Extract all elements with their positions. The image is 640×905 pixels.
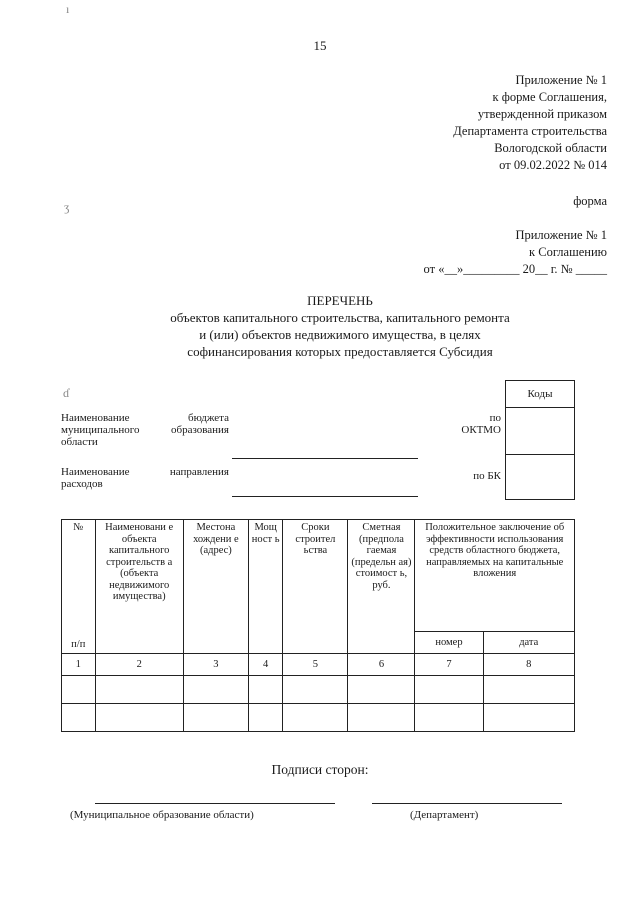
- municipality-signature-line[interactable]: [95, 803, 335, 804]
- budget-name-field[interactable]: [232, 458, 418, 459]
- header-construction-terms: Сроки строител ьства: [283, 520, 348, 654]
- direction-label-line: расходов: [61, 478, 103, 490]
- column-number: 8: [483, 654, 575, 676]
- column-number: 4: [248, 654, 283, 676]
- title-line: и (или) объектов недвижимого имущества, в целях: [199, 327, 481, 342]
- table-cell[interactable]: [248, 676, 283, 704]
- department-signature-line[interactable]: [372, 803, 562, 804]
- agreement-appendix: [424, 227, 607, 278]
- header-number-bottom: п/п: [71, 638, 86, 650]
- title-line: софинансирования которых предоставляется Субсидия: [187, 344, 493, 359]
- scan-artifact: ʒ: [64, 200, 70, 214]
- header-estimated-cost: Сметная (предпола гаемая (предельн ая) стоимост ь, руб.: [348, 520, 415, 654]
- oktmo-label: [440, 412, 501, 436]
- header-conclusion: Положительное заключение об эффективности использования средств областного бюджета, направляемых на капитальные вложения: [415, 520, 575, 632]
- column-number: 1: [62, 654, 96, 676]
- agreement-date-line: от «__»_________ 20__ г. № _____: [423, 262, 607, 276]
- title-line: объектов капитального строительства, капитального ремонта: [170, 310, 510, 325]
- header-object-name: Наименовани е объекта капитального строительств а (объекта недвижимого имущества): [95, 520, 183, 654]
- table-cell[interactable]: [183, 676, 248, 704]
- bk-label: по БК: [473, 470, 501, 482]
- budget-name-label: [61, 412, 229, 448]
- budget-label-line: области: [61, 436, 98, 448]
- header-number: [62, 520, 96, 654]
- table-cell[interactable]: [483, 676, 575, 704]
- column-number: 3: [183, 654, 248, 676]
- budget-label-line: Наименование бюджета: [61, 412, 229, 424]
- bk-code-cell: [506, 455, 574, 501]
- header-appendix-line: утвержденной приказом: [477, 107, 607, 121]
- table-cell[interactable]: [62, 704, 96, 732]
- column-number: 5: [283, 654, 348, 676]
- title-heading: ПЕРЕЧЕНЬ: [307, 293, 373, 308]
- signatures-title: Подписи сторон:: [271, 762, 369, 777]
- table-cell[interactable]: [483, 704, 575, 732]
- table-cell[interactable]: [415, 676, 483, 704]
- objects-table: [61, 519, 575, 732]
- table-cell[interactable]: [415, 704, 483, 732]
- header-conclusion-number: номер: [415, 632, 483, 654]
- scan-artifact: ı: [66, 2, 70, 16]
- department-signature-caption: (Департамент): [410, 809, 479, 821]
- header-number-top: №: [73, 522, 84, 533]
- header-appendix-line: к форме Соглашения,: [492, 90, 607, 104]
- header-capacity: Мощ ност ь: [248, 520, 283, 654]
- table-cell[interactable]: [348, 676, 415, 704]
- table-cell[interactable]: [348, 704, 415, 732]
- codes-box: [505, 380, 575, 500]
- column-number: 2: [95, 654, 183, 676]
- scan-artifact: ɗ: [63, 386, 69, 400]
- header-appendix-line: Департамента строительства: [453, 124, 607, 138]
- direction-field[interactable]: [232, 496, 418, 497]
- form-label: форма: [573, 194, 607, 208]
- table-cell[interactable]: [95, 704, 183, 732]
- column-number: 7: [415, 654, 483, 676]
- oktmo-label-line: ОКТМО: [461, 424, 501, 436]
- table-row: [62, 704, 575, 732]
- direction-label: [61, 466, 229, 490]
- codes-header: Коды: [506, 381, 574, 408]
- header-appendix: [453, 72, 607, 174]
- table-cell[interactable]: [283, 704, 348, 732]
- table-cell[interactable]: [62, 676, 96, 704]
- table-row: [62, 676, 575, 704]
- budget-label-line: муниципального образования: [61, 424, 229, 436]
- municipality-signature-caption: (Муниципальное образование области): [70, 809, 254, 821]
- agreement-appendix-line: Приложение № 1: [515, 228, 607, 242]
- agreement-appendix-line: к Соглашению: [529, 245, 607, 259]
- header-conclusion-date: дата: [483, 632, 575, 654]
- header-appendix-line: Приложение № 1: [515, 73, 607, 87]
- table-cell[interactable]: [248, 704, 283, 732]
- page-number: 15: [313, 38, 327, 53]
- oktmo-code-cell: [506, 408, 574, 455]
- header-appendix-line: от 09.02.2022 № 014: [499, 158, 607, 172]
- oktmo-label-line: по: [489, 412, 501, 424]
- header-appendix-line: Вологодской области: [494, 141, 607, 155]
- direction-label-line: Наименование направления: [61, 466, 229, 478]
- table-cell[interactable]: [95, 676, 183, 704]
- table-cell[interactable]: [283, 676, 348, 704]
- document-title: [60, 292, 620, 360]
- column-number: 6: [348, 654, 415, 676]
- table-cell[interactable]: [183, 704, 248, 732]
- header-location: Местона хождени е (адрес): [183, 520, 248, 654]
